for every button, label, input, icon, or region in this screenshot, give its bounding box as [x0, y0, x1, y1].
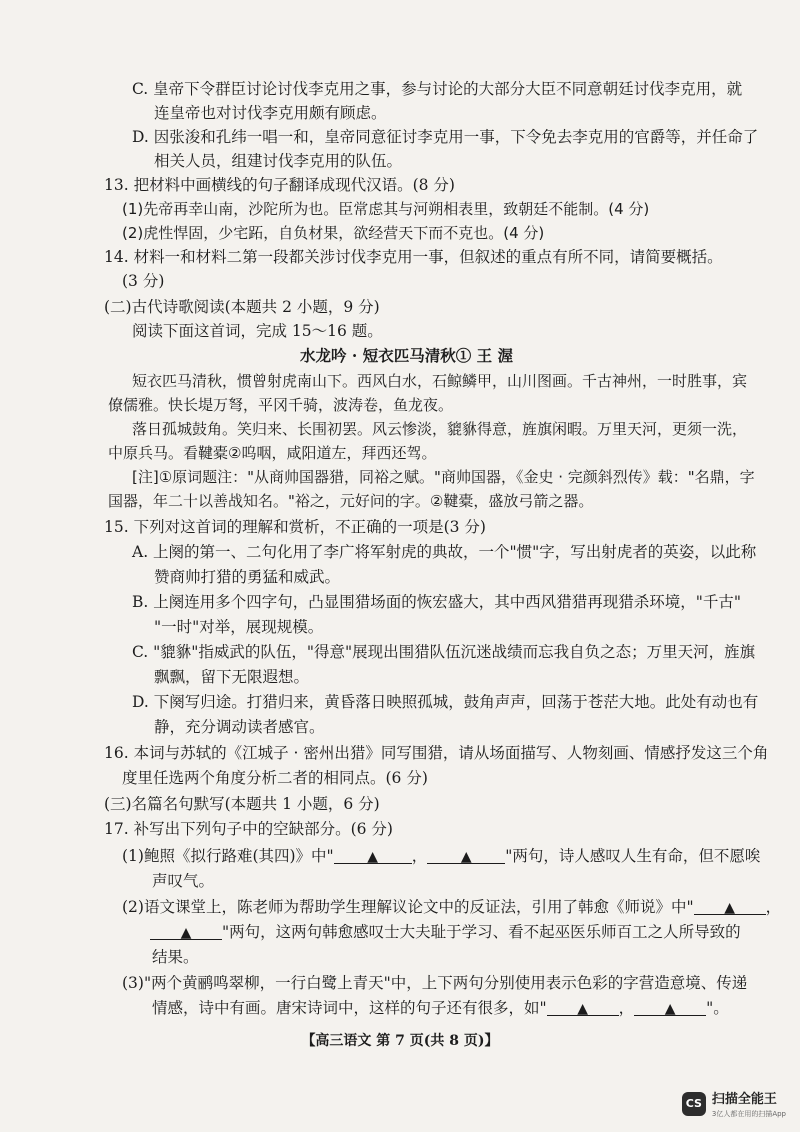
q15-option-d-line1: D. 下阕写归途。打猎归来，黄昏落日映照孤城，鼓角声声，回荡于苍茫大地。此处有动也有	[132, 693, 759, 711]
question-16-line1: 16. 本词与苏轼的《江城子 · 密州出猎》同写围猎，请从场面描写、人物刻画、情感抒发这三个角	[104, 744, 769, 762]
q17-3-blank-2[interactable]: ▲	[634, 997, 706, 1016]
q15-option-d-line2: 静，充分调动读者感官。	[154, 718, 325, 736]
q17-2-line2	[150, 921, 741, 943]
q17-1-line2: 声叹气。	[152, 872, 215, 890]
q17-3-blank-1[interactable]: ▲	[547, 997, 619, 1016]
section-dictation-heading: (三)名篇名句默写(本题共 1 小题，6 分)	[104, 795, 380, 813]
question-13-2: (2)虎性悍固，少宅跖，自负材果，欲经营天下而不克也。(4 分)	[122, 224, 545, 242]
q15-option-a-line1: A. 上阕的第一、二句化用了李广将军射虎的典故，一个"惯"字，写出射虎者的英姿，以此称	[132, 543, 757, 561]
q17-3-line1: (3)"两个黄鹂鸣翠柳，一行白鹭上青天"中，上下两句分别使用表示色彩的字营造意境、传递	[122, 974, 748, 992]
q17-3-text-c: "。	[706, 999, 729, 1017]
q17-2-text-a: (2)语文课堂上，陈老师为帮助学生理解议论文中的反证法，引用了韩愈《师说》中"	[122, 898, 694, 916]
page-footer: 【高三语文 第 7 页(共 8 页)】	[301, 1033, 499, 1049]
q17-2-text-b: ，	[765, 898, 782, 916]
poem-line3: 落日孤城鼓角。笑归来、长围初罢。风云惨淡，貔貅得意，旌旗闲暇。万里天河，更须一洗，	[132, 420, 748, 438]
watermark-title: 扫描全能王	[711, 1092, 777, 1107]
q17-3-text-b: ，	[618, 999, 635, 1017]
q17-1-text-a: (1)鲍照《拟行路难(其四)》中"	[122, 847, 334, 865]
camscanner-logo-icon: CS	[682, 1092, 706, 1116]
q17-2-blank-2[interactable]: ▲	[150, 921, 222, 940]
question-17: 17. 补写出下列句子中的空缺部分。(6 分)	[104, 820, 393, 838]
poem-line4: 中原兵马。看鞬橐②呜咽，咸阳道左，拜西还驾。	[108, 444, 437, 462]
poem-note-line2: 国器，年二十以善战知名。"裕之，元好问的字。②鞬橐，盛放弓箭之器。	[108, 492, 594, 510]
question-14-line1: 14. 材料一和材料二第一段都关涉讨伐李克用一事，但叙述的重点有所不同，请简要概括。	[104, 248, 723, 266]
q17-3-text-a: 情感，诗中有画。唐宋诗词中，这样的句子还有很多，如"	[152, 999, 547, 1017]
question-14-line2: (3 分)	[122, 272, 165, 290]
poetry-instruction: 阅读下面这首词，完成 15～16 题。	[132, 322, 383, 340]
option-d-line1: D. 因张浚和孔纬一唱一和，皇帝同意征讨李克用一事，下令免去李克用的官爵等，并任命了	[132, 128, 759, 146]
q17-1-text-c: "两句，诗人感叹人生有命，但不愿唉	[505, 847, 761, 865]
poem-line2: 僚儒雅。快长堤万弩，平冈千骑，波涛卷，鱼龙夜。	[108, 396, 454, 414]
question-16-line2: 度里任选两个角度分析二者的相同点。(6 分)	[122, 769, 428, 787]
q17-1-blank-1[interactable]: ▲	[334, 845, 412, 864]
question-15: 15. 下列对这首词的理解和赏析，不正确的一项是(3 分)	[104, 518, 486, 536]
q17-2-blank-1[interactable]: ▲	[694, 896, 766, 915]
question-13: 13. 把材料中画横线的句子翻译成现代汉语。(8 分)	[104, 176, 455, 194]
q15-option-a-line2: 赞商帅打猎的勇猛和威武。	[154, 568, 341, 586]
q17-1-blank-2[interactable]: ▲	[427, 845, 505, 864]
poem-title: 水龙吟 · 短衣匹马清秋① 王 渥	[300, 346, 513, 365]
option-c-line2: 连皇帝也对讨伐李克用颇有顾虑。	[154, 104, 387, 122]
option-c-line1: C. 皇帝下令群臣讨论讨伐李克用之事，参与讨论的大部分大臣不同意朝廷讨伐李克用，就	[132, 80, 743, 98]
question-13-1: (1)先帝再幸山南，沙陀所为也。臣常虑其与河朔相表里，致朝廷不能制。(4 分)	[122, 200, 650, 218]
section-poetry-heading: (二)古代诗歌阅读(本题共 2 小题，9 分)	[104, 298, 380, 316]
q17-1-text-b: ，	[411, 847, 428, 865]
q17-2-line3: 结果。	[152, 948, 199, 966]
q17-1-line1	[122, 845, 760, 867]
poem-note-line1: [注]①原词题注："从商帅国器猎，同裕之赋。"商帅国器，《金史 · 完颜斜烈传》载："名鼎，字	[132, 468, 755, 486]
q15-option-b-line1: B. 上阕连用多个四字句，凸显围猎场面的恢宏盛大，其中西风猎猎再现猎杀环境，"千古"	[132, 593, 742, 611]
poem-line1: 短衣匹马清秋，惯曾射虎南山下。西风白水，石鲸鳞甲，山川图画。千古神州，一时胜事，宾	[132, 372, 748, 390]
q15-option-c-line2: 飘飘，留下无限遐想。	[154, 668, 310, 686]
q15-option-b-line2: "一时"对举，展现规模。	[154, 618, 324, 636]
option-d-line2: 相关人员，组建讨伐李克用的队伍。	[154, 152, 403, 170]
q17-3-line2	[152, 997, 729, 1019]
q17-2-line1	[122, 896, 781, 918]
scanner-watermark	[682, 1088, 786, 1119]
watermark-subtitle: 3亿人都在用的扫描App	[711, 1110, 786, 1118]
watermark-text	[712, 1088, 786, 1119]
q15-option-c-line1: C. "貔貅"指威武的队伍，"得意"展现出围猎队伍沉迷战绩而忘我自负之态；万里天河，旌旗	[132, 643, 756, 661]
q17-2-text-c: "两句，这两句韩愈感叹士大夫耻于学习、看不起巫医乐师百工之人所导致的	[222, 923, 741, 941]
